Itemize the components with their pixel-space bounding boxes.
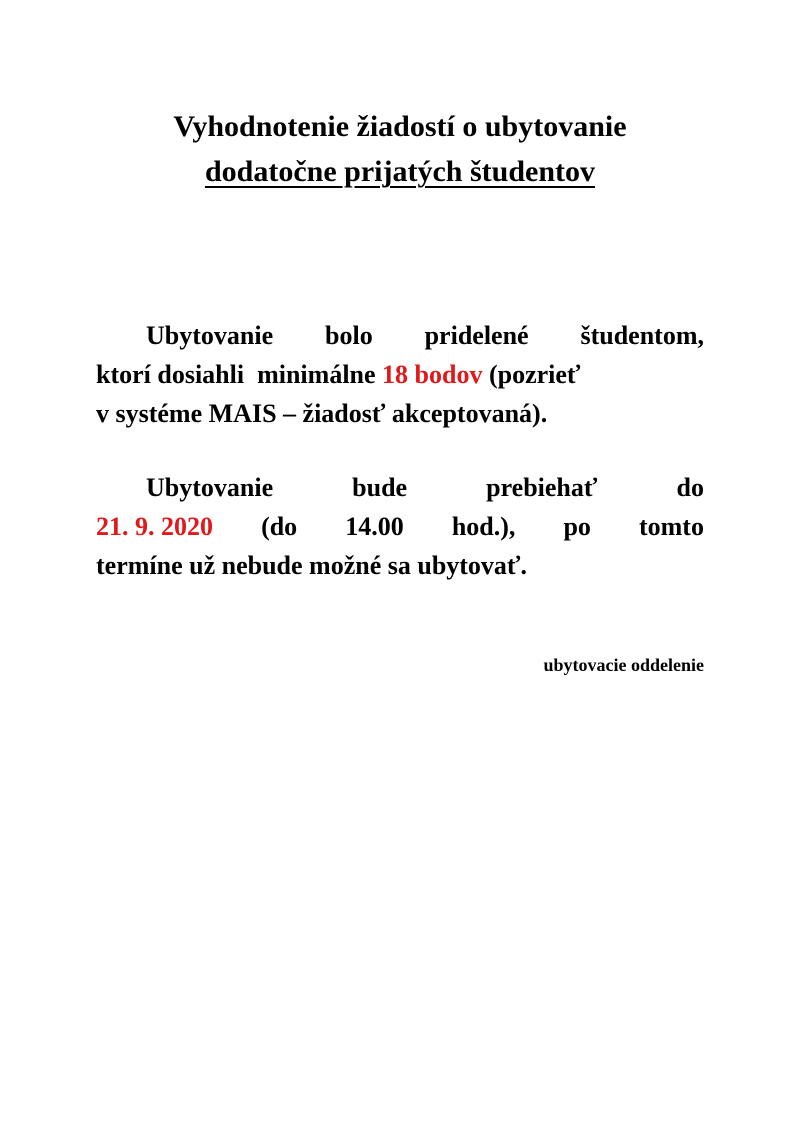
paragraph2-word: tomto xyxy=(638,512,704,541)
paragraph2-word: bude xyxy=(352,473,408,502)
paragraph2-word: po xyxy=(563,512,591,541)
paragraph1-text: (pozrieť xyxy=(482,360,581,389)
document-title-line1: Vyhodnotenie žiadostí o ubytovanie xyxy=(173,110,627,143)
paragraph1-line2 xyxy=(96,357,704,393)
paragraph1-word: študentom, xyxy=(580,321,704,350)
paragraph1-line3 xyxy=(96,396,704,432)
paragraph2-word: prebiehať xyxy=(486,473,598,502)
paragraph2-text: termíne už nebude možné sa ubytovať. xyxy=(96,551,527,580)
paragraph1-word: Ubytovanie xyxy=(146,321,274,350)
paragraph2-word: (do xyxy=(261,512,298,541)
paragraph2-word: Ubytovanie xyxy=(146,473,274,502)
paragraph2-line2 xyxy=(96,509,704,545)
paragraph2-line1 xyxy=(146,470,704,506)
document-title-underlined: dodatočne prijatých študentov xyxy=(204,155,595,188)
paragraph2-line3 xyxy=(96,548,704,584)
paragraph1-text: v systéme MAIS – žiadosť akceptovaná). xyxy=(96,399,548,428)
paragraph2-word: hod.), xyxy=(451,512,516,541)
deadline-date-highlight: 21. 9. 2020 xyxy=(96,512,213,541)
points-highlight: 18 bodov xyxy=(382,360,483,389)
paragraph1-word: bolo xyxy=(325,321,373,350)
paragraph2-word: do xyxy=(676,473,704,502)
document-title-line2 xyxy=(0,152,800,192)
signature: ubytovacie oddelenie xyxy=(543,655,704,675)
paragraph1-line1 xyxy=(146,318,704,354)
paragraph1-word: pridelené xyxy=(424,321,529,350)
paragraph2-word: 14.00 xyxy=(345,512,404,541)
paragraph1-text: ktorí dosiahli minimálne xyxy=(96,360,383,389)
